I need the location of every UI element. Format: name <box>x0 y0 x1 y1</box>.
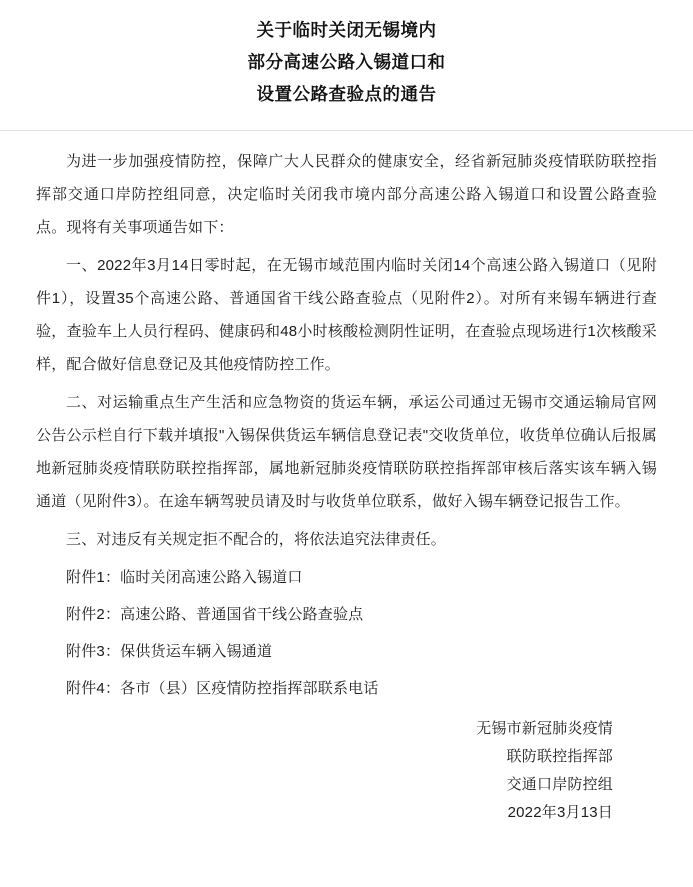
paragraph-item-1: 一、2022年3月14日零时起，在无锡市域范围内临时关闭14个高速公路入锡道口（见附件1），设置35个高速公路、普通国省干线公路查验点（见附件2）。对所有来锡车辆进行查验，查验车上人员行程码、健康码和48小时核酸检测阴性证明，在查验点现场进行1次核酸采样，配合做好信息登记及其他疫情防控工作。 <box>36 257 657 373</box>
title-line-3: 设置公路查验点的通告 <box>256 84 437 104</box>
paragraph-item-3: 三、对违反有关规定拒不配合的，将依法追究法律责任。 <box>66 531 447 548</box>
signature-line-2: 联防联控指挥部 <box>506 748 613 765</box>
document-title <box>0 0 693 120</box>
attachment-2: 附件2：高速公路、普通国省干线公路查验点 <box>66 606 364 623</box>
title-line-1: 关于临时关闭无锡境内 <box>256 20 437 40</box>
signature-line-3: 交通口岸防控组 <box>506 776 613 793</box>
document-signature <box>36 715 657 827</box>
paragraph-intro: 为进一步加强疫情防控，保障广大人民群众的健康安全，经省新冠肺炎疫情联防联控指挥部交通口岸防控组同意，决定临时关闭我市境内部分高速公路入锡道口和设置公路查验点。现将有关事项通告如下： <box>36 153 657 236</box>
document-body <box>0 131 693 827</box>
paragraph-item-2: 二、对运输重点生产生活和应急物资的货运车辆，承运公司通过无锡市交通运输局官网公告公示栏自行下载并填报"入锡保供货运车辆信息登记表"交收货单位，收货单位确认后报属地新冠肺炎疫情联防联控指挥部，属地新冠肺炎疫情联防联控指挥部审核后落实该车辆入锡通道（见附件3）。在途车辆驾驶员请及时与收货单位联系，做好入锡车辆登记报告工作。 <box>36 394 657 510</box>
title-line-2: 部分高速公路入锡道口和 <box>247 52 446 72</box>
attachment-4: 附件4：各市（县）区疫情防控指挥部联系电话 <box>66 680 379 697</box>
signature-line-1: 无锡市新冠肺炎疫情 <box>476 720 613 737</box>
attachment-3: 附件3：保供货运车辆入锡通道 <box>66 643 273 660</box>
attachment-1: 附件1：临时关闭高速公路入锡道口 <box>66 569 303 586</box>
signature-date: 2022年3月13日 <box>507 804 613 821</box>
